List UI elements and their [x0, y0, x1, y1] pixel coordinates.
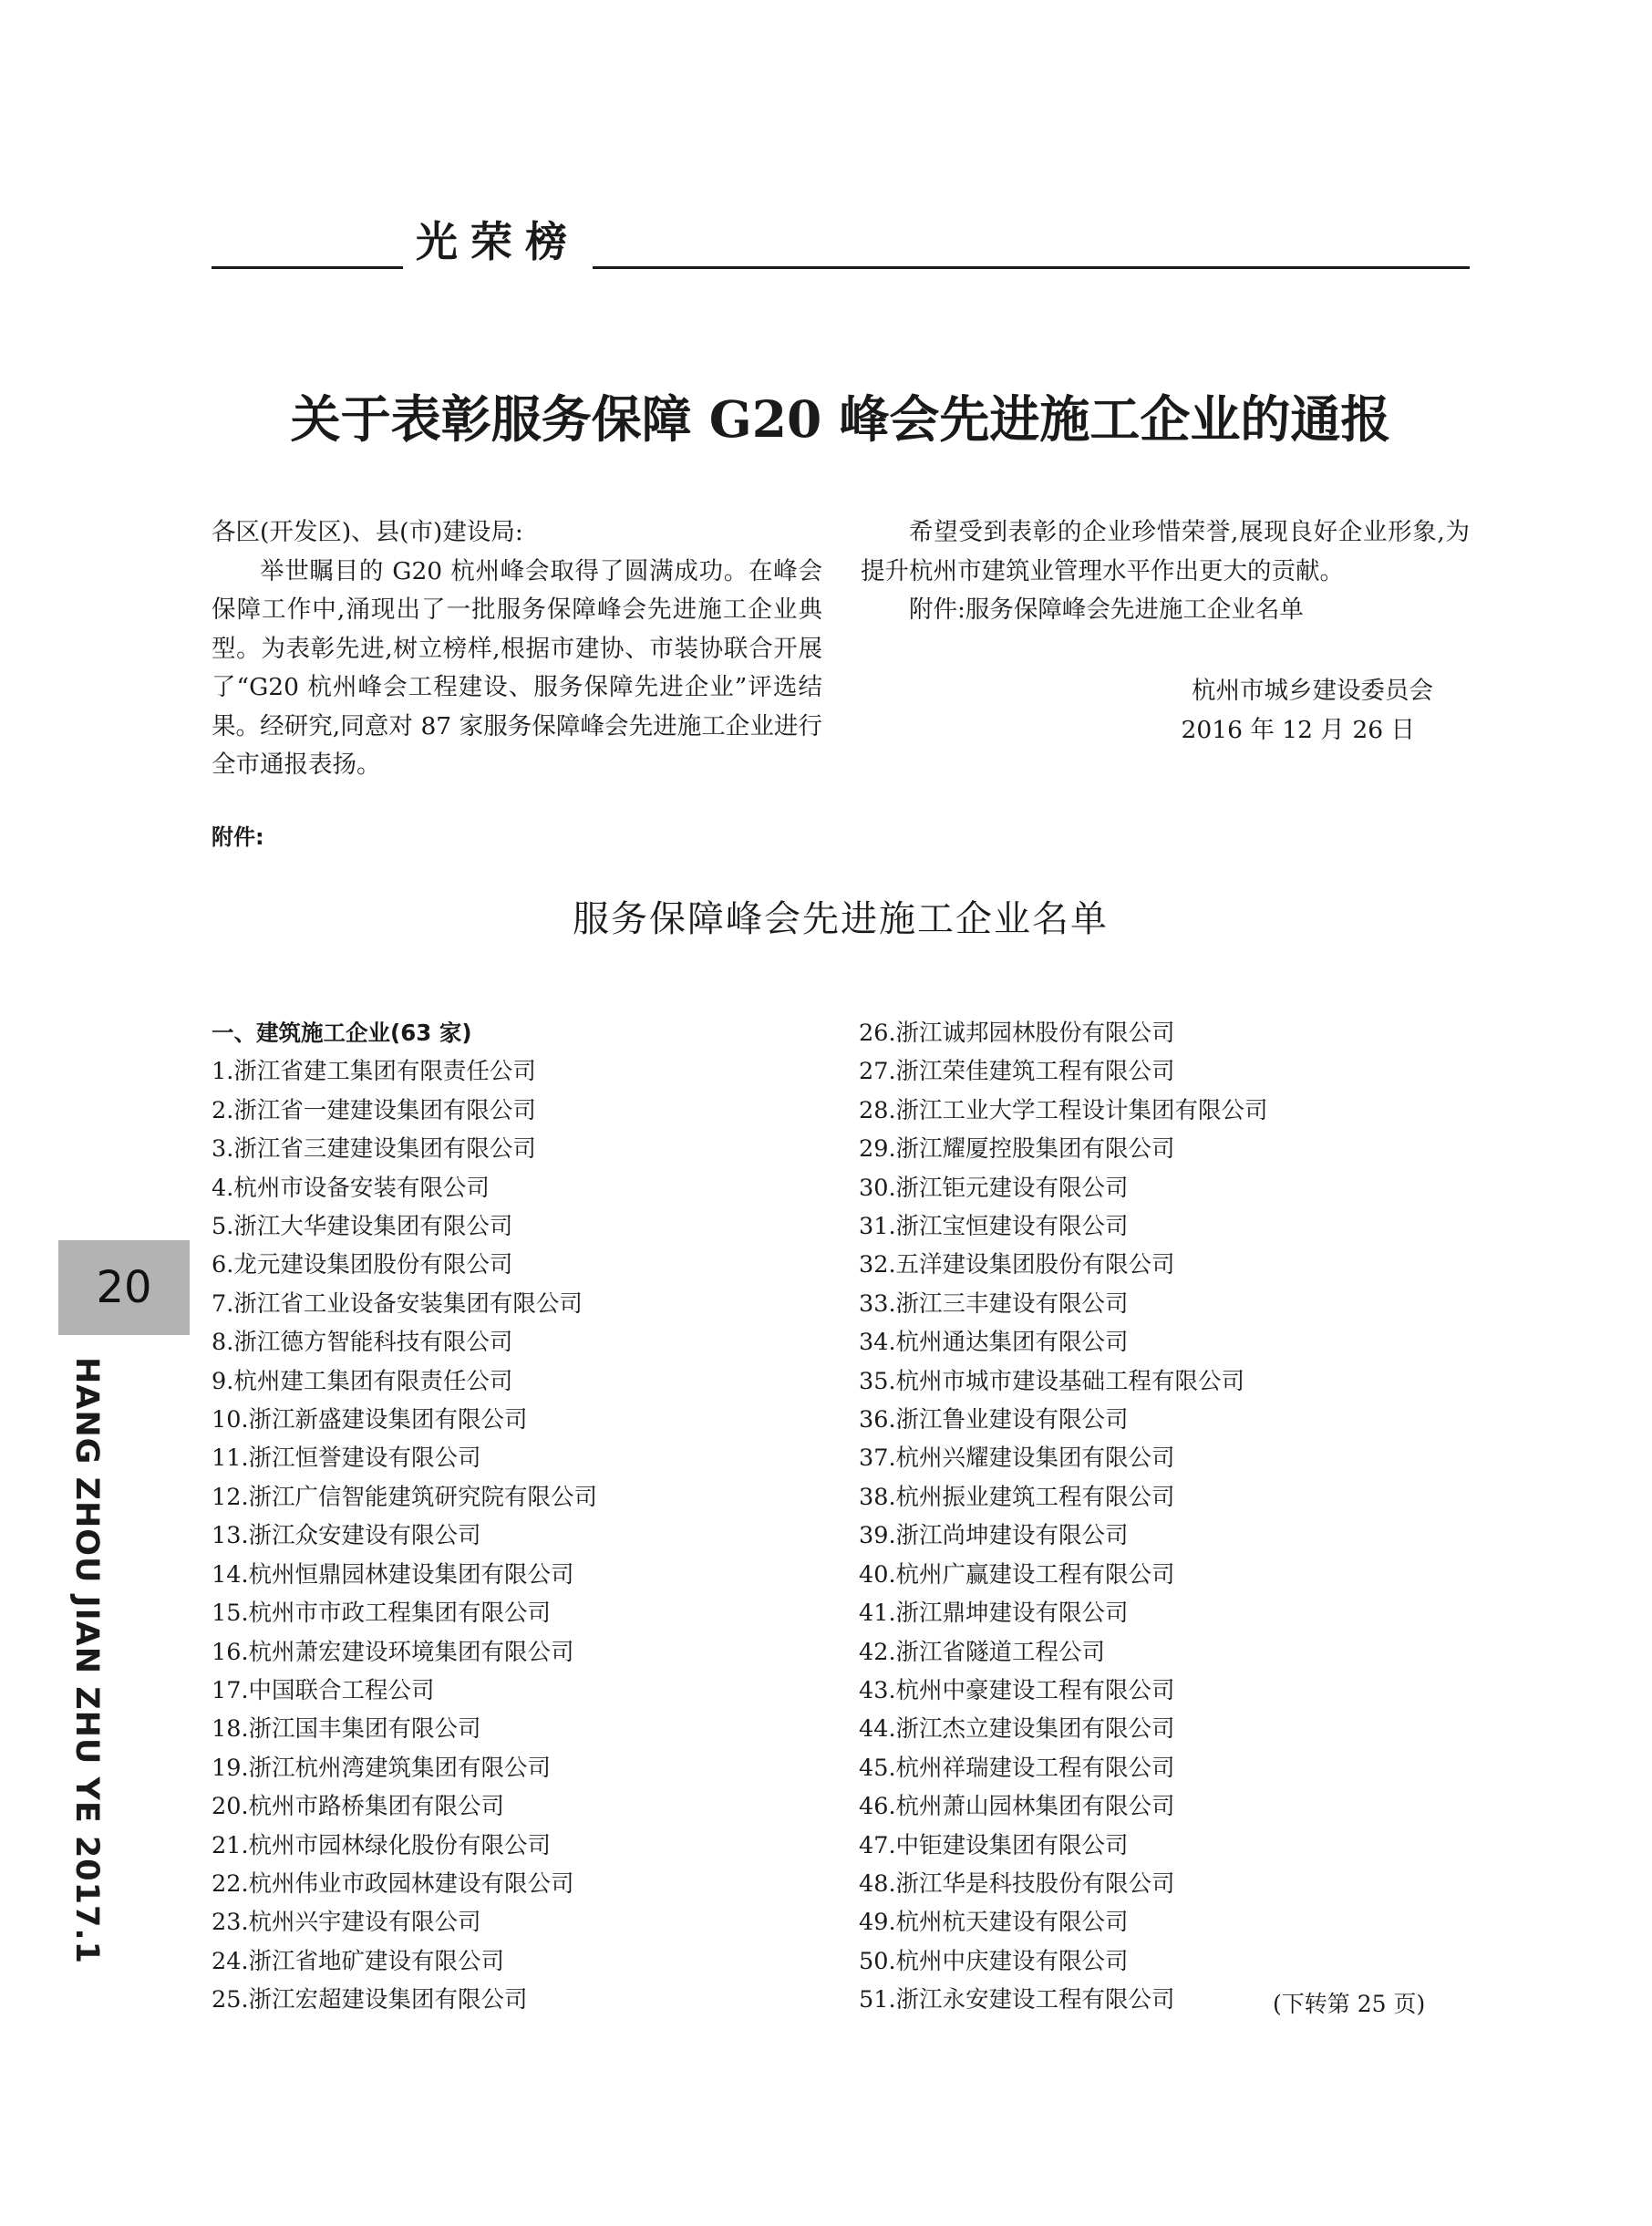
- list-item: 9.杭州建工集团有限责任公司: [212, 1367, 513, 1395]
- list-item: 23.杭州兴宇建设有限公司: [212, 1909, 481, 1937]
- page-title: 关于表彰服务保障 G20 峰会先进施工企业的通报: [290, 389, 1391, 449]
- list-item: 14.杭州恒鼎园林建设集团有限公司: [212, 1560, 574, 1589]
- list-item: 37.杭州兴耀建设集团有限公司: [859, 1444, 1175, 1473]
- list-item: 4.杭州市设备安装有限公司: [212, 1174, 490, 1202]
- list-item: 41.浙江鼎坤建设有限公司: [859, 1600, 1129, 1628]
- page-number: 20: [96, 1262, 152, 1313]
- header-rule-right: [593, 266, 1470, 269]
- section-header: 光荣榜: [416, 217, 580, 266]
- list-item: 10.浙江新盛建设集团有限公司: [212, 1406, 528, 1434]
- list-item: 44.浙江杰立建设集团有限公司: [859, 1715, 1175, 1744]
- journal-name: HANG ZHOU JIAN ZHU YE 2017.1: [68, 1357, 105, 1964]
- list-item: 22.杭州伟业市政园林建设有限公司: [212, 1869, 574, 1898]
- list-item: 29.浙江耀厦控股集团有限公司: [859, 1135, 1175, 1164]
- list-item: 47.中钜建设集团有限公司: [859, 1831, 1129, 1859]
- body-paragraph: 希望受到表彰的企业珍惜荣誉,展现良好企业形象,为提升杭州市建筑业管理水平作出更大的贡献。: [861, 518, 1470, 585]
- company-list-left: [212, 1014, 841, 2020]
- list-item: 45.杭州祥瑞建设工程有限公司: [859, 1754, 1175, 1782]
- list-item: 42.浙江省隧道工程公司: [859, 1638, 1106, 1666]
- salutation: 各区(开发区)、县(市)建设局:: [212, 518, 523, 546]
- list-item: 38.杭州振业建筑工程有限公司: [859, 1483, 1175, 1511]
- list-item: 20.杭州市路桥集团有限公司: [212, 1793, 505, 1821]
- body-paragraph: 举世瞩目的 G20 杭州峰会取得了圆满成功。在峰会保障工作中,涌现出了一批服务保障峰会先进施工企业典型。为表彰先进,树立榜样,根据市建协、市装协联合开展了“G20 杭州峰会工程建设、服务保障先进企业”评选结果。经研究,同意对 87 家服务保障峰会先进施工企业进行全市通报表扬。: [212, 556, 822, 779]
- list-item: 39.浙江尚坤建设有限公司: [859, 1522, 1129, 1550]
- notice-body-right: [861, 513, 1470, 630]
- list-item: 32.五洋建设集团股份有限公司: [859, 1251, 1175, 1279]
- list-item: 25.浙江宏超建设集团有限公司: [212, 1986, 528, 2014]
- list-item: 21.杭州市园林绿化股份有限公司: [212, 1831, 552, 1859]
- header-rule-left: [212, 266, 403, 269]
- list-item: 2.浙江省一建建设集团有限公司: [212, 1096, 536, 1124]
- list-item: 48.浙江华是科技股份有限公司: [859, 1869, 1175, 1898]
- list-item: 49.杭州杭天建设有限公司: [859, 1909, 1129, 1937]
- list-item: 5.浙江大华建设集团有限公司: [212, 1213, 513, 1241]
- list-item: 28.浙江工业大学工程设计集团有限公司: [859, 1096, 1268, 1124]
- list-item: 26.浙江诚邦园林股份有限公司: [859, 1020, 1175, 1047]
- category-heading: 一、建筑施工企业(63 家): [212, 1020, 472, 1046]
- attachment-label: 附件:: [212, 824, 264, 850]
- signature-org: 杭州市城乡建设委员会: [1192, 677, 1433, 705]
- list-item: 8.浙江德方智能科技有限公司: [212, 1329, 513, 1357]
- list-item: 40.杭州广赢建设工程有限公司: [859, 1560, 1175, 1589]
- company-list-right: [859, 1014, 1488, 2020]
- list-item: 3.浙江省三建建设集团有限公司: [212, 1135, 536, 1164]
- list-item: 11.浙江恒誉建设有限公司: [212, 1444, 481, 1473]
- list-item: 36.浙江鲁业建设有限公司: [859, 1406, 1129, 1434]
- list-item: 31.浙江宝恒建设有限公司: [859, 1213, 1129, 1241]
- list-item: 33.浙江三丰建设有限公司: [859, 1289, 1129, 1318]
- list-item: 43.杭州中豪建设工程有限公司: [859, 1676, 1175, 1704]
- list-item: 1.浙江省建工集团有限责任公司: [212, 1058, 536, 1086]
- list-item: 24.浙江省地矿建设有限公司: [212, 1947, 505, 1975]
- notice-body-left: [212, 513, 822, 785]
- list-item: 6.龙元建设集团股份有限公司: [212, 1251, 513, 1279]
- signature-block: [861, 672, 1433, 750]
- list-item: 15.杭州市市政工程集团有限公司: [212, 1600, 552, 1628]
- list-item: 19.浙江杭州湾建筑集团有限公司: [212, 1754, 552, 1782]
- list-item: 18.浙江国丰集团有限公司: [212, 1715, 481, 1744]
- list-item: 17.中国联合工程公司: [212, 1676, 435, 1704]
- list-item: 16.杭州萧宏建设环境集团有限公司: [212, 1638, 574, 1666]
- list-item: 12.浙江广信智能建筑研究院有限公司: [212, 1483, 598, 1511]
- list-item: 27.浙江荣佳建筑工程有限公司: [859, 1058, 1175, 1086]
- list-item: 34.杭州通达集团有限公司: [859, 1329, 1129, 1357]
- list-item: 13.浙江众安建设有限公司: [212, 1522, 481, 1550]
- list-item: 7.浙江省工业设备安装集团有限公司: [212, 1289, 583, 1318]
- list-title: 服务保障峰会先进施工企业名单: [573, 898, 1109, 940]
- list-item: 51.浙江永安建设工程有限公司: [859, 1986, 1175, 2014]
- list-item: 46.杭州萧山园林集团有限公司: [859, 1793, 1175, 1821]
- list-item: 35.杭州市城市建设基础工程有限公司: [859, 1367, 1245, 1395]
- list-item: 50.杭州中庆建设有限公司: [859, 1947, 1129, 1975]
- continue-note: (下转第 25 页): [1273, 1991, 1426, 2017]
- list-item: 30.浙江钜元建设有限公司: [859, 1174, 1129, 1202]
- signature-date: 2016 年 12 月 26 日: [1181, 715, 1415, 744]
- attachment-reference: 附件:服务保障峰会先进施工企业名单: [909, 595, 1304, 624]
